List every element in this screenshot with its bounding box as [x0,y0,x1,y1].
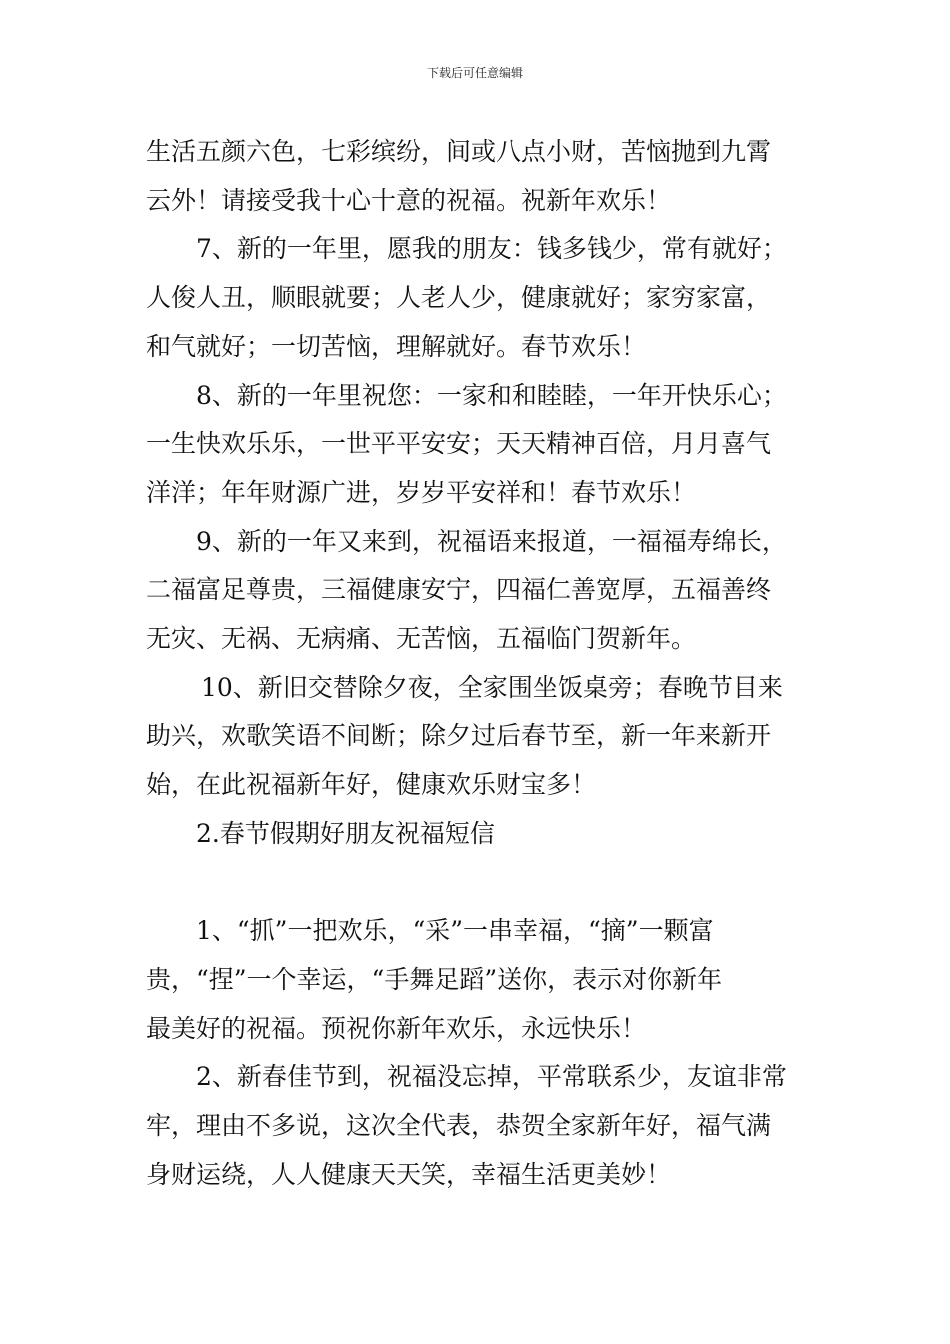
text-line: 8、新的一年里祝您：一家和和睦睦，一年开快乐心； [196,380,787,410]
text-line: 无灾、无祸、无病痛、无苦恼，五福临门贺新年。 [146,624,697,654]
document-body [146,128,810,1199]
text-line: 贵，“捏”一个幸运，“手舞足蹈”送你，表示对你新年 [146,964,723,994]
text-line: 2、新春佳节到，祝福没忘掉，平常联系少，友谊非常 [196,1062,787,1092]
section-heading [146,810,810,859]
paragraph-wish-7 [146,225,810,371]
text-line: 7、新的一年里，愿我的朋友：钱多钱少，常有就好； [196,234,787,264]
text-line: 2.春节假期好朋友祝福短信 [196,818,495,848]
text-line: 最美好的祝福。预祝你新年欢乐，永远快乐！ [146,1013,647,1043]
paragraph-sms-2 [146,1053,810,1199]
text-line: 洋洋；年年财源广进，岁岁平安祥和！春节欢乐！ [146,477,697,507]
paragraph-wish-8 [146,372,810,518]
text-line: 云外！请接受我十心十意的祝福。祝新年欢乐！ [146,185,672,215]
text-line: 和气就好；一切苦恼，理解就好。春节欢乐！ [146,331,647,361]
text-line: 1、“抓”一把欢乐，“采”一串幸福，“摘”一颗富 [196,916,714,946]
blank-line [146,859,810,908]
text-line: 人俊人丑，顺眼就要；人老人少，健康就好；家穷家富， [146,283,772,313]
text-line: 助兴，欢歌笑语不间断；除夕过后春节至，新一年来新开 [146,721,772,751]
paragraph-wish-9 [146,518,810,664]
paragraph-continuation [146,128,810,225]
page-header: 下载后可任意编辑 [426,66,523,80]
text-line: 始，在此祝福新年好，健康欢乐财宝多！ [146,770,597,800]
paragraph-sms-1 [146,907,810,1053]
text-line: 一生快欢乐乐，一世平平安安；天天精神百倍，月月喜气 [146,429,772,459]
text-line: 10、新旧交替除夕夜，全家围坐饭桌旁；春晚节目来 [201,672,783,702]
text-line: 生活五颜六色，七彩缤纷，间或八点小财，苦恼抛到九霄 [146,137,772,166]
paragraph-wish-10 [146,664,810,810]
text-line: 牢，理由不多说，这次全代表，恭贺全家新年好，福气满 [146,1111,772,1141]
text-line: 身财运绕，人人健康天天笑，幸福生活更美妙！ [146,1159,672,1189]
text-line: 二福富足尊贵，三福健康安宁，四福仁善宽厚，五福善终 [146,575,772,605]
text-line: 9、新的一年又来到，祝福语来报道，一福福寿绵长， [196,526,787,556]
